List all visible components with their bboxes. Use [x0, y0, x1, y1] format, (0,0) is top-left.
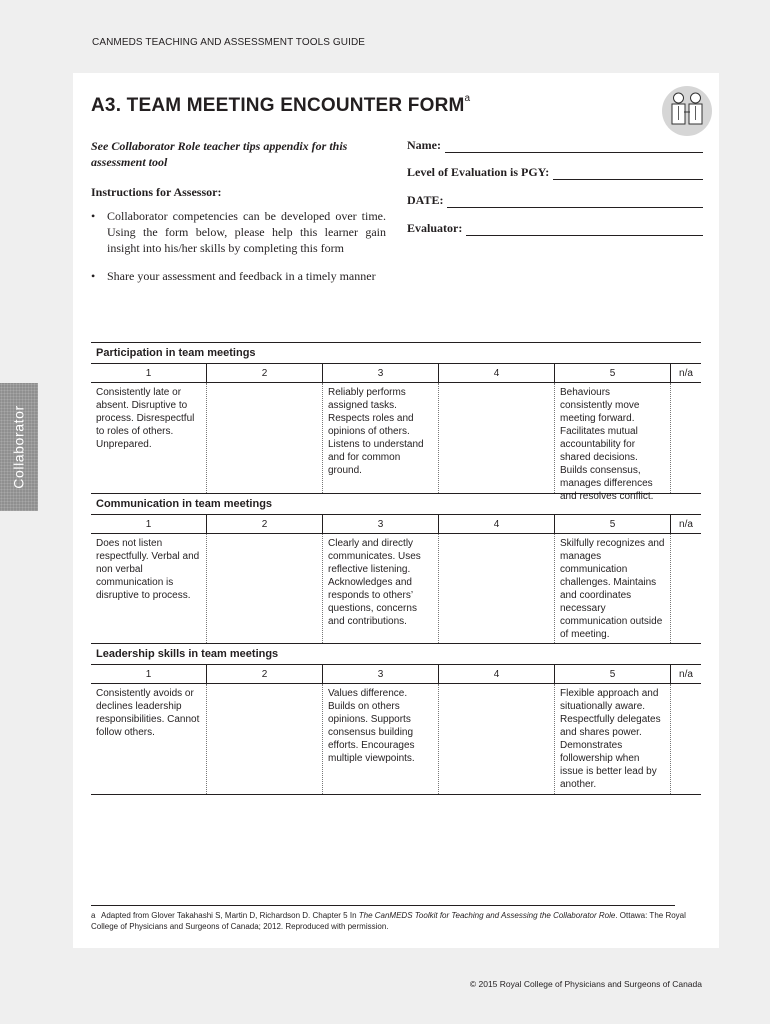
descriptor-1: Consistently late or absent. Disruptive to process. Disrespectful to roles of others. Unprepared.	[91, 383, 207, 493]
rating-1[interactable]: 1	[91, 515, 207, 533]
rating-5[interactable]: 5	[555, 364, 671, 382]
rating-scale[interactable]	[91, 515, 701, 534]
rating-scale[interactable]	[91, 665, 701, 684]
footnote-book-title: The CanMEDS Toolkit for Teaching and Assessing the Collaborator Role	[358, 911, 616, 920]
rating-3[interactable]: 3	[323, 364, 439, 382]
name-line[interactable]	[445, 141, 703, 153]
rating-scale[interactable]	[91, 364, 701, 383]
running-header: CANMEDS TEACHING AND ASSESSMENT TOOLS GUIDE	[92, 37, 366, 48]
footnote-mark: a	[91, 911, 96, 920]
rating-4[interactable]: 4	[439, 515, 555, 533]
rating-2[interactable]: 2	[207, 665, 323, 683]
descriptor-na	[671, 383, 701, 493]
rating-4[interactable]: 4	[439, 364, 555, 382]
rating-descriptors	[91, 383, 701, 502]
descriptor-3: Reliably performs assigned tasks. Respects roles and opinions of others. Listens to understand and for common ground.	[323, 383, 439, 493]
rating-3[interactable]: 3	[323, 665, 439, 683]
descriptor-5: Flexible approach and situationally aware. Respectfully delegates and shares power. Demonstrates followership when issue is better lead by another.	[555, 684, 671, 794]
rating-descriptors	[91, 534, 701, 643]
date-field[interactable]	[407, 193, 703, 208]
section-bottom-rule	[91, 794, 701, 795]
section-title: Communication in team meetings	[91, 494, 701, 515]
footnote-divider	[91, 905, 675, 906]
descriptor-3: Clearly and directly communicates. Uses reflective listening. Acknowledges and responds to others’ questions, concerns and contributions.	[323, 534, 439, 643]
descriptor-2	[207, 534, 323, 643]
rating-5[interactable]: 5	[555, 515, 671, 533]
side-tab	[0, 383, 38, 511]
name-label: Name:	[407, 138, 441, 152]
instructions-title: Instructions for Assessor:	[91, 185, 222, 199]
descriptor-na	[671, 684, 701, 794]
collaborator-people-icon	[662, 86, 712, 136]
descriptor-1: Consistently avoids or declines leadership responsibilities. Cannot follow others.	[91, 684, 207, 794]
rating-na[interactable]: n/a	[679, 367, 693, 379]
instructions-list	[91, 208, 386, 296]
descriptor-4	[439, 383, 555, 493]
descriptor-5: Behaviours consistently move meeting forward. Facilitates mutual accountability for shared decisions. Builds consensus, manages differences and resolves conflict.	[555, 383, 671, 493]
page-title-text: A3. TEAM MEETING ENCOUNTER FORM	[91, 95, 465, 116]
rating-2[interactable]: 2	[207, 364, 323, 382]
descriptor-3: Values difference. Builds on others opinions. Supports consensus building efforts. Encourages multiple viewpoints.	[323, 684, 439, 794]
rating-na[interactable]: n/a	[679, 668, 693, 680]
footnote	[91, 910, 691, 932]
level-field[interactable]	[407, 165, 703, 180]
descriptor-1: Does not listen respectfully. Verbal and non verbal communication is disruptive to process.	[91, 534, 207, 643]
level-label: Level of Evaluation is PGY:	[407, 165, 550, 179]
descriptor-2	[207, 383, 323, 493]
page-title	[91, 95, 470, 117]
level-line[interactable]	[553, 168, 703, 180]
rating-1[interactable]: 1	[91, 364, 207, 382]
descriptor-2	[207, 684, 323, 794]
rating-section-leadership	[91, 643, 701, 795]
rating-section-participation	[91, 342, 701, 502]
teacher-tips-note: See Collaborator Role teacher tips appendix for this assessment tool	[91, 139, 348, 169]
descriptor-4	[439, 684, 555, 794]
evaluator-field[interactable]	[407, 221, 703, 236]
rating-5[interactable]: 5	[555, 665, 671, 683]
rating-na[interactable]: n/a	[679, 518, 693, 530]
footnote-text-end: . Ottawa: The Royal College of Physicians and Surgeons of Canada; 2012. Reproduced with permission.	[91, 911, 686, 931]
descriptor-4	[439, 534, 555, 643]
rating-4[interactable]: 4	[439, 665, 555, 683]
date-line[interactable]	[447, 196, 703, 208]
rating-3[interactable]: 3	[323, 515, 439, 533]
section-title: Participation in team meetings	[91, 343, 701, 364]
evaluator-line[interactable]	[466, 224, 703, 236]
rating-descriptors	[91, 684, 701, 794]
title-footnote-mark: a	[464, 93, 471, 104]
copyright-notice: © 2015 Royal College of Physicians and Surgeons of Canada	[469, 979, 702, 989]
descriptor-5: Skilfully recognizes and manages communication challenges. Maintains and coordinates necessary communication outside of meeting.	[555, 534, 671, 643]
side-tab-label: Collaborator	[11, 405, 27, 489]
descriptor-na	[671, 534, 701, 643]
instruction-item: • Collaborator competencies can be developed over time. Using the form below, please help this learner gain insight into his/her skills by completing this form	[91, 208, 386, 256]
name-field[interactable]	[407, 138, 703, 153]
date-label: DATE:	[407, 193, 444, 207]
instruction-item: • Share your assessment and feedback in a timely manner	[91, 268, 386, 284]
evaluator-label: Evaluator:	[407, 221, 463, 235]
section-title: Leadership skills in team meetings	[91, 644, 701, 665]
rating-1[interactable]: 1	[91, 665, 207, 683]
rating-section-communication	[91, 493, 701, 643]
footnote-text: Adapted from Glover Takahashi S, Martin D, Richardson D. Chapter 5 In	[101, 911, 359, 920]
rating-2[interactable]: 2	[207, 515, 323, 533]
